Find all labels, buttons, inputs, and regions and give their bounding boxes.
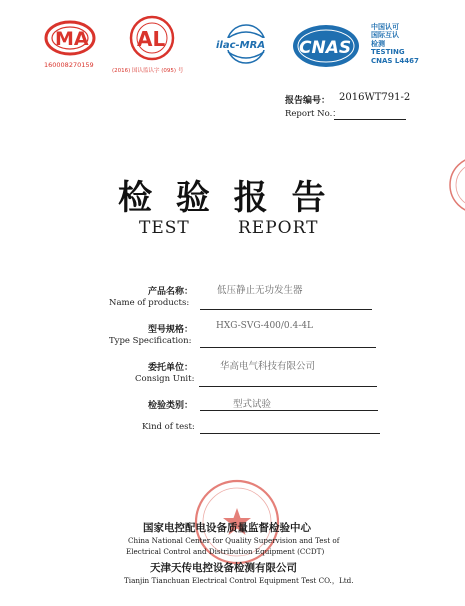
report-no-underline	[334, 119, 406, 120]
title-cn: 检 验 报 告	[118, 178, 332, 218]
cnas-accreditation-text	[371, 23, 461, 65]
footer-company-cn: 天津天传电控设备检测有限公司	[150, 562, 297, 574]
field-product-en: Name of products:	[109, 298, 190, 308]
field-product-underline	[200, 309, 372, 310]
field-consign-en: Consign Unit:	[135, 374, 195, 384]
field-type-cn: 型号规格：	[148, 325, 194, 335]
report-no-en-label: Report No.：	[285, 109, 341, 119]
cma-number: 160008270159	[44, 61, 94, 69]
cnas-side-line-1: 中国认可	[371, 23, 399, 31]
field-kind-en: Kind of test:	[142, 422, 195, 432]
field-consign-cn: 委托单位：	[148, 363, 194, 373]
field-product-value: 低压静止无功发生器	[217, 285, 303, 296]
footer-company-en: Tianjin Tianchuan Electrical Control Equipment Test CO.，Ltd.	[124, 576, 354, 585]
cnas-logo	[290, 22, 362, 70]
field-kind-underline	[200, 433, 380, 434]
footer-center-en-2: Electrical Control and Distribution Equipment (CCDT)	[126, 547, 325, 556]
edge-stamp-fragment	[448, 150, 465, 220]
footer-center-en-1: China National Center for Quality Supervision and Test of	[128, 536, 340, 545]
cal-number: (2016) 国认监认字 (095) 号	[112, 68, 184, 74]
report-no-cn-label: 报告编号：	[285, 96, 331, 106]
cal-logo-text: AL	[137, 27, 166, 51]
title-en-report: REPORT	[238, 218, 319, 238]
cnas-side-line-3: 检测	[371, 39, 385, 48]
cma-logo-text: MA	[55, 28, 89, 50]
field-type-value: HXG-SVG-400/0.4-4L	[216, 321, 313, 331]
title-en-test: TEST	[139, 218, 190, 238]
cnas-logo-text: CNAS	[299, 38, 352, 58]
field-kind-value: 型式试验	[233, 399, 272, 410]
cal-logo	[112, 14, 198, 76]
field-kind-cn: 检验类别：	[148, 401, 194, 411]
field-consign-value: 华高电气科技有限公司	[220, 361, 316, 372]
report-no-value: 2016WT791-2	[339, 92, 411, 103]
footer-center-cn: 国家电控配电设备质量监督检验中心	[143, 522, 311, 534]
field-consign-underline	[199, 386, 377, 387]
cnas-side-line-4: TESTING	[371, 48, 405, 57]
field-product-cn: 产品名称：	[148, 287, 194, 297]
ilac-mra-logo	[210, 22, 282, 72]
field-type-en: Type Specification:	[109, 336, 192, 346]
field-type-underline	[200, 347, 376, 348]
ilac-logo-text: ilac-MRA	[216, 40, 266, 51]
field-kind-top-underline	[200, 410, 378, 411]
cnas-side-line-2: 国际互认	[371, 31, 399, 40]
cma-logo	[40, 18, 104, 70]
cnas-side-line-5: CNAS L4467	[371, 56, 419, 65]
